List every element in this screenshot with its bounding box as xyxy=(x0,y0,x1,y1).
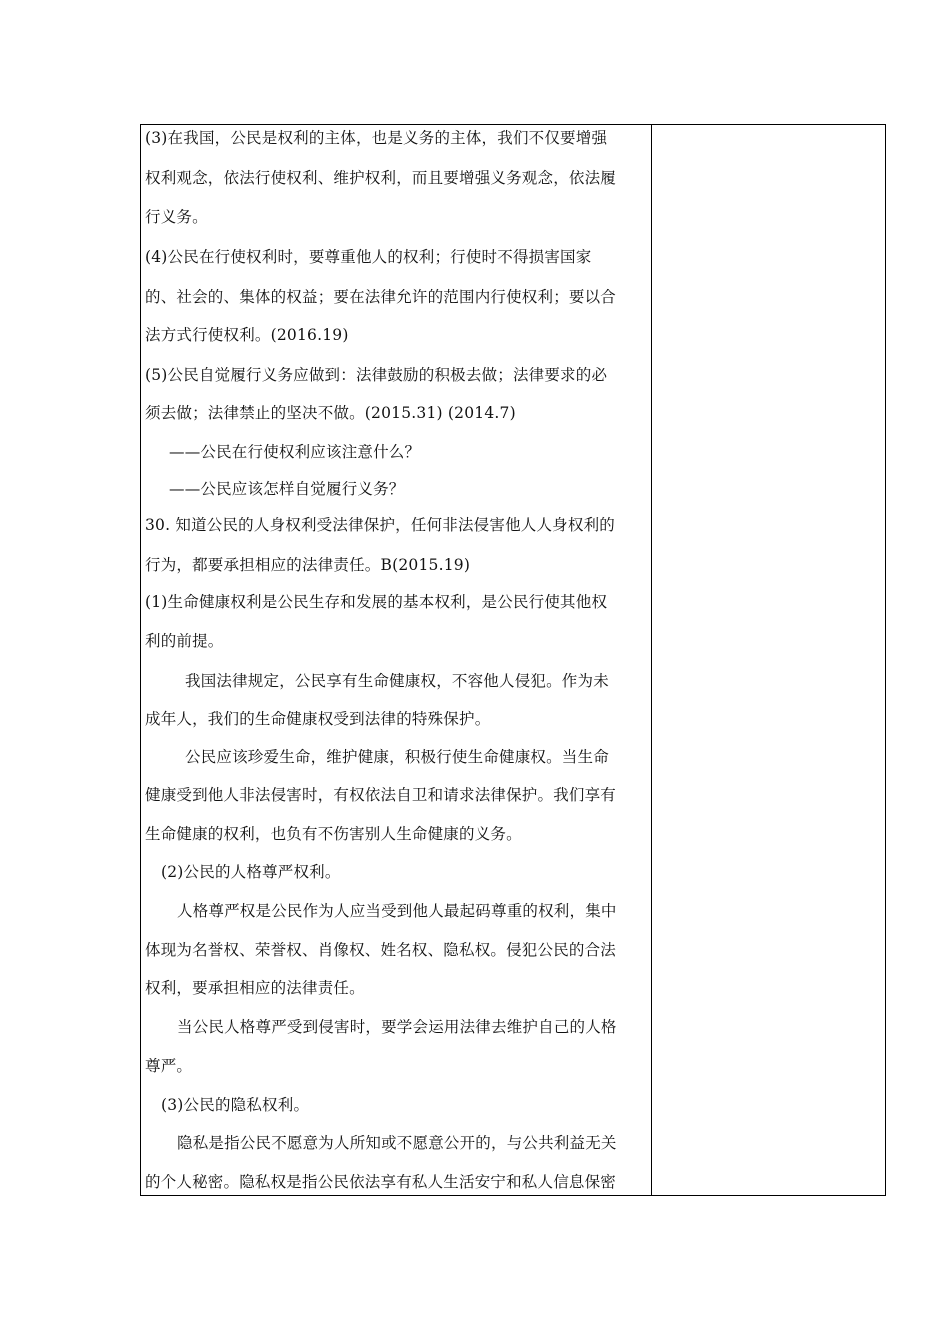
content-table xyxy=(140,124,886,1196)
text-line: (3)在我国，公民是权利的主体，也是义务的主体，我们不仅要增强 xyxy=(145,129,608,147)
text-line: 成年人，我们的生命健康权受到法律的特殊保护。 xyxy=(145,710,491,728)
text-line: ——公民应该怎样自觉履行义务？ xyxy=(169,480,405,498)
text-line: 权利，要承担相应的法律责任。 xyxy=(145,979,365,997)
notes-column xyxy=(652,125,885,1195)
text-line: 的个人秘密。隐私权是指公民依法享有私人生活安宁和私人信息保密 xyxy=(145,1173,617,1191)
text-line: 法方式行使权利。(2016.19) xyxy=(145,326,349,344)
text-line: (2)公民的人格尊严权利。 xyxy=(161,863,341,881)
text-line: 的、社会的、集体的权益；要在法律允许的范围内行使权利；要以合 xyxy=(145,288,617,306)
main-text-column xyxy=(141,125,652,1195)
text-line: (5)公民自觉履行义务应做到：法律鼓励的积极去做；法律要求的必 xyxy=(145,366,608,384)
text-line: (1)生命健康权利是公民生存和发展的基本权利，是公民行使其他权 xyxy=(145,593,608,611)
text-line: 尊严。 xyxy=(145,1057,193,1075)
text-line: 行为，都要承担相应的法律责任。B(2015.19) xyxy=(145,556,471,574)
text-line: 权利观念，依法行使权利、维护权利，而且要增强义务观念，依法履 xyxy=(145,169,617,187)
text-line: 体现为名誉权、荣誉权、肖像权、姓名权、隐私权。侵犯公民的合法 xyxy=(145,941,617,959)
text-line: 行义务。 xyxy=(145,208,208,226)
text-line: 当公民人格尊严受到侵害时，要学会运用法律去维护自己的人格 xyxy=(177,1018,617,1036)
text-line: (4)公民在行使权利时，要尊重他人的权利；行使时不得损害国家 xyxy=(145,248,592,266)
text-line: 30. 知道公民的人身权利受法律保护，任何非法侵害他人人身权利的 xyxy=(145,516,615,534)
text-line: 我国法律规定，公民享有生命健康权，不容他人侵犯。作为未 xyxy=(185,672,609,690)
text-line: 人格尊严权是公民作为人应当受到他人最起码尊重的权利，集中 xyxy=(177,902,617,920)
text-line: 公民应该珍爱生命，维护健康，积极行使生命健康权。当生命 xyxy=(185,748,609,766)
text-line: 隐私是指公民不愿意为人所知或不愿意公开的，与公共利益无关 xyxy=(177,1134,617,1152)
text-line: ——公民在行使权利应该注意什么？ xyxy=(169,443,421,461)
text-line: 须去做；法律禁止的坚决不做。(2015.31) (2014.7) xyxy=(145,404,516,422)
text-line: 利的前提。 xyxy=(145,632,224,650)
text-line: (3)公民的隐私权利。 xyxy=(161,1096,310,1114)
text-line: 健康受到他人非法侵害时，有权依法自卫和请求法律保护。我们享有 xyxy=(145,786,617,804)
text-line: 生命健康的权利，也负有不伤害别人生命健康的义务。 xyxy=(145,825,522,843)
